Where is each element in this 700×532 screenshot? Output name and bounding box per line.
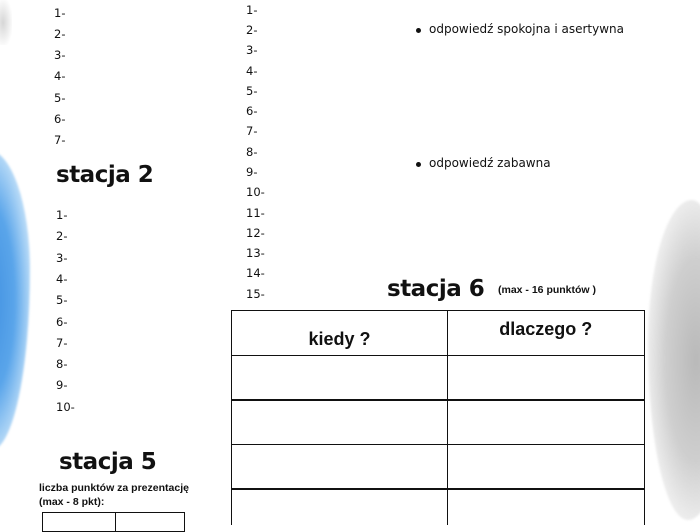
station-6-note: (max - 16 punktów ) [498,284,597,296]
list-item: 7- [54,133,66,147]
list-item: 10- [56,400,75,414]
list-item: 4- [56,272,68,286]
list-item: 7- [246,124,258,138]
list-item: 7- [56,336,68,350]
decorative-gray-splash-top [0,0,12,45]
table-header-kiedy: kiedy ? [231,310,448,356]
table-cell[interactable] [115,512,186,532]
list-item: 5- [56,293,68,307]
list-item: 15- [246,287,265,301]
station-6-table [231,310,645,525]
list-item: 13- [246,246,265,260]
table-cell[interactable] [231,355,448,401]
list-item: 5- [246,84,258,98]
station-5-table [42,512,185,532]
table-header-dlaczego: dlaczego ? [447,310,646,356]
list-item: 5- [54,91,66,105]
list-item: 10- [246,185,265,199]
station-2-title: stacja 2 [56,162,154,188]
station-5-note-line-1: liczba punktów za prezentację [39,482,189,494]
list-item: 3- [56,251,68,265]
station-5-title: stacja 5 [59,449,157,475]
table-cell[interactable] [447,355,646,401]
list-item: 1- [54,6,66,20]
table-cell[interactable] [231,444,448,490]
station-5-note-line-2: (max - 8 pkt): [39,496,105,508]
table-cell[interactable] [231,488,448,525]
list-item: 6- [54,112,66,126]
list-item: 8- [56,357,68,371]
list-item: 8- [246,145,258,159]
list-item: 4- [246,64,258,78]
list-item: 12- [246,226,265,240]
table-cell[interactable] [231,399,448,445]
table-cell[interactable] [447,488,646,525]
table-cell[interactable] [447,444,646,490]
bullet-item: odpowiedź zabawna [415,156,551,170]
bullet-item: odpowiedź spokojna i asertywna [415,22,624,36]
list-item: 9- [56,378,68,392]
list-item: 1- [56,208,68,222]
list-item: 6- [56,315,68,329]
decorative-blue-splash [0,150,30,450]
list-item: 9- [246,165,258,179]
list-item: 3- [54,48,66,62]
station-6-title: stacja 6 [387,276,485,302]
table-cell[interactable] [447,399,646,445]
list-item: 14- [246,266,265,280]
list-item: 2- [54,27,66,41]
list-item: 11- [246,206,265,220]
list-item: 6- [246,104,258,118]
decorative-gray-splash [648,200,700,520]
list-item: 4- [54,69,66,83]
table-cell[interactable] [42,512,116,532]
list-item: 1- [246,3,258,17]
list-item: 3- [246,43,258,57]
list-item: 2- [246,23,258,37]
list-item: 2- [56,229,68,243]
